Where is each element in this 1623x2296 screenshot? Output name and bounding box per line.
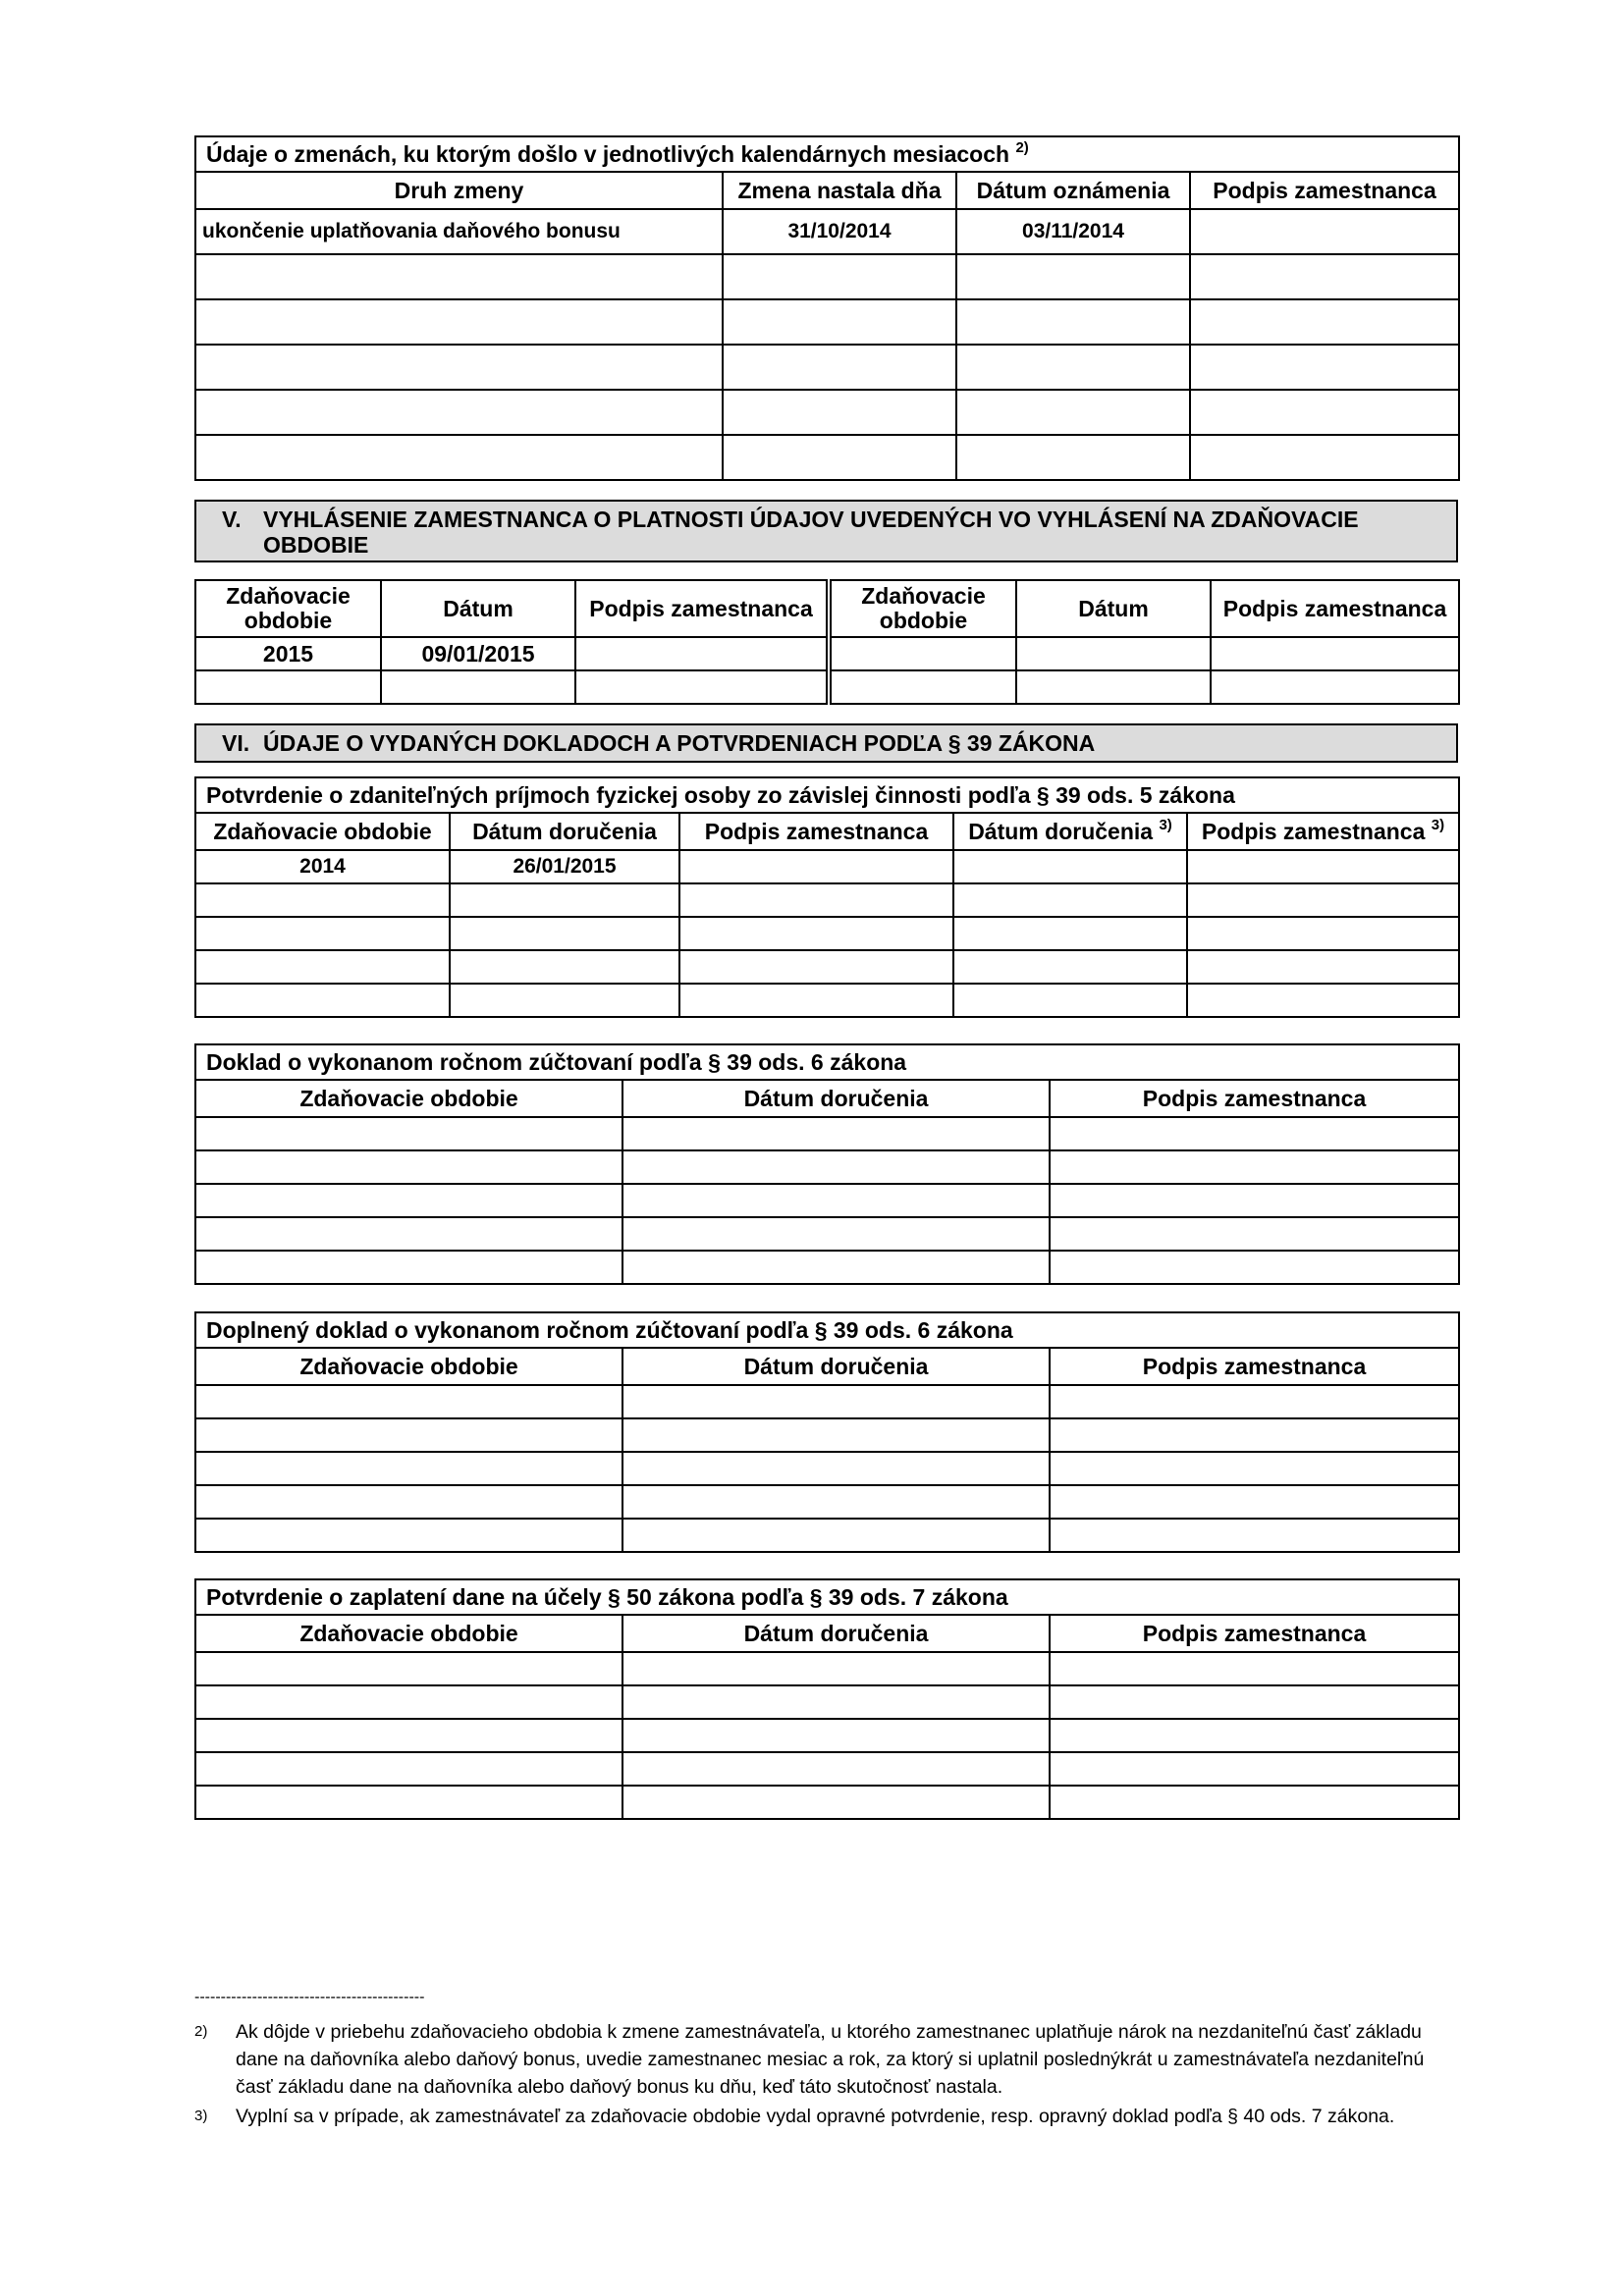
cell[interactable] (195, 345, 723, 390)
cell[interactable] (956, 299, 1190, 345)
table-row (195, 1184, 1459, 1217)
col-datum: Dátum (1016, 580, 1211, 637)
cell[interactable] (622, 1752, 1050, 1786)
footnote-mark: 3) (194, 2108, 208, 2124)
table-row (195, 1117, 1459, 1150)
table-row (195, 637, 827, 670)
cell[interactable] (622, 1117, 1050, 1150)
col-datum-dorucenia: Dátum doručenia (450, 813, 679, 850)
cell[interactable] (622, 1652, 1050, 1685)
cell[interactable] (1190, 345, 1459, 390)
table-row (195, 1652, 1459, 1685)
cell[interactable]: 2015 (195, 637, 381, 670)
section-title: VYHLÁSENIE ZAMESTNANCA O PLATNOSTI ÚDAJOV UVEDENÝCH VO VYHLÁSENÍ NA ZDAŇOVACIE (263, 507, 1359, 532)
section-number: VI. (222, 730, 250, 756)
cell[interactable] (195, 1385, 622, 1418)
cell[interactable] (831, 637, 1016, 670)
table-row (195, 950, 1459, 984)
cell[interactable] (195, 1652, 622, 1685)
table-row (195, 1418, 1459, 1452)
footnote-3 (194, 2103, 1458, 2130)
cell[interactable] (1187, 917, 1459, 950)
footnote-text: Ak dôjde v priebehu zdaňovacieho obdobia k zmene zamestnávateľa, u ktorého zamestnanec uplatňuje nárok na nezdaniteľnú časť základu dane na daňovníka alebo daňový bonus, uvedie zamestnanec mesiac a rok, za ktorý si uplatnil poslednýkrát u zamestnávateľa nezdaniteľnú časť základu dane na daňovníka alebo daňový bonus ku dňu, keď táto skutočnosť nastala. (236, 2021, 1425, 2098)
col-datum-dorucenia-opravne: Dátum doručenia $^{3)}$ (953, 813, 1187, 850)
cell[interactable] (1190, 209, 1459, 254)
cell[interactable] (1050, 1719, 1459, 1752)
cell[interactable] (1050, 1685, 1459, 1719)
cell[interactable] (195, 1752, 622, 1786)
col-zmena-nastala: Zmena nastala dňa (723, 172, 956, 209)
col-zdanovacie-obdobie: Zdaňovacie obdobie (195, 1348, 622, 1385)
cell[interactable]: 09/01/2015 (381, 637, 575, 670)
cell[interactable] (195, 390, 723, 435)
potvrdenie-title: Potvrdenie o zdaniteľných príjmoch fyzickej osoby zo závislej činnosti podľa § 39 ods. 5 zákona (195, 777, 1459, 813)
cell[interactable] (953, 984, 1187, 1017)
cell[interactable] (1211, 637, 1459, 670)
col-zdanovacie-obdobie: Zdaňovacie obdobie (195, 580, 381, 637)
cell[interactable]: 03/11/2014 (956, 209, 1190, 254)
cell[interactable] (723, 254, 956, 299)
cell[interactable]: ukončenie uplatňovania daňového bonusu (195, 209, 723, 254)
cell[interactable] (195, 1217, 622, 1251)
table-row (195, 1786, 1459, 1819)
cell[interactable] (195, 950, 450, 984)
cell[interactable] (622, 1452, 1050, 1485)
cell[interactable] (679, 950, 953, 984)
cell[interactable] (1050, 1150, 1459, 1184)
table-row (831, 670, 1459, 704)
cell[interactable] (1187, 850, 1459, 883)
col-podpis: Podpis zamestnanca (1190, 172, 1459, 209)
cell[interactable] (622, 1251, 1050, 1284)
cell[interactable] (195, 1251, 622, 1284)
col-podpis: Podpis zamestnanca (1211, 580, 1459, 637)
changes-title: Údaje o zmenách, ku ktorým došlo v jednotlivých kalendárnych mesiacoch $^{2)}$ (195, 136, 1459, 172)
table-row (195, 299, 1459, 345)
declaration-table-left (194, 579, 828, 705)
cell[interactable] (956, 345, 1190, 390)
cell[interactable] (1050, 1385, 1459, 1418)
col-datum-dorucenia: Dátum doručenia (622, 1615, 1050, 1652)
table-row (195, 390, 1459, 435)
table-row (195, 917, 1459, 950)
table-row (195, 1719, 1459, 1752)
table-row (195, 1217, 1459, 1251)
cell[interactable] (195, 1418, 622, 1452)
cell[interactable] (622, 1685, 1050, 1719)
col-datum-dorucenia: Dátum doručenia (622, 1348, 1050, 1385)
table-row (195, 1385, 1459, 1418)
cell[interactable] (953, 917, 1187, 950)
cell[interactable] (450, 917, 679, 950)
col-podpis-opravne: Podpis zamestnanca $^{3)}$ (1187, 813, 1459, 850)
col-podpis: Podpis zamestnanca (1050, 1348, 1459, 1385)
footnote-text: Vyplní sa v prípade, ak zamestnávateľ za zdaňovacie obdobie vydal opravné potvrdenie, resp. opravný doklad podľa § 40 ods. 7 zákona. (236, 2106, 1395, 2127)
col-podpis: Podpis zamestnanca (1050, 1080, 1459, 1117)
cell[interactable] (195, 1786, 622, 1819)
footnote-mark: 2) (194, 2023, 208, 2040)
cell[interactable] (1050, 1184, 1459, 1217)
doklad-title: Doklad o vykonanom ročnom zúčtovaní podľa § 39 ods. 6 zákona (195, 1044, 1459, 1080)
cell[interactable] (723, 390, 956, 435)
cell[interactable] (1187, 950, 1459, 984)
doplneny-title: Doplnený doklad o vykonanom ročnom zúčtovaní podľa § 39 ods. 6 zákona (195, 1312, 1459, 1348)
cell[interactable] (953, 883, 1187, 917)
table-row (195, 435, 1459, 480)
cell[interactable] (622, 1786, 1050, 1819)
cell[interactable] (622, 1418, 1050, 1452)
cell[interactable] (622, 1719, 1050, 1752)
cell[interactable] (622, 1485, 1050, 1519)
cell[interactable] (1050, 1452, 1459, 1485)
cell[interactable] (1050, 1485, 1459, 1519)
cell[interactable] (1190, 435, 1459, 480)
cell[interactable] (1050, 1786, 1459, 1819)
cell[interactable] (195, 984, 450, 1017)
cell[interactable] (1190, 299, 1459, 345)
cell[interactable] (195, 883, 450, 917)
table-row (195, 345, 1459, 390)
cell[interactable] (575, 670, 827, 704)
col-druh-zmeny: Druh zmeny (195, 172, 723, 209)
table-row (195, 1752, 1459, 1786)
cell[interactable] (622, 1150, 1050, 1184)
col-zdanovacie-obdobie: Zdaňovacie obdobie (195, 813, 450, 850)
cell[interactable]: 2014 (195, 850, 450, 883)
cell[interactable] (723, 345, 956, 390)
cell[interactable] (1016, 670, 1211, 704)
col-podpis: Podpis zamestnanca (1050, 1615, 1459, 1652)
cell[interactable] (953, 850, 1187, 883)
cell[interactable] (679, 917, 953, 950)
cell[interactable] (679, 984, 953, 1017)
cell[interactable] (956, 435, 1190, 480)
cell[interactable] (195, 1184, 622, 1217)
cell[interactable] (195, 435, 723, 480)
potvrdenie-table (194, 776, 1460, 1018)
zaplatenie-table (194, 1578, 1460, 1820)
section-number: V. (222, 507, 242, 532)
cell[interactable] (195, 1519, 622, 1552)
table-row (195, 850, 1459, 883)
table-row (195, 1150, 1459, 1184)
cell[interactable] (195, 1719, 622, 1752)
col-podpis: Podpis zamestnanca (679, 813, 953, 850)
cell[interactable] (1187, 984, 1459, 1017)
cell[interactable] (195, 917, 450, 950)
cell[interactable] (450, 883, 679, 917)
cell[interactable] (953, 950, 1187, 984)
col-zdanovacie-obdobie: Zdaňovacie obdobie (195, 1080, 622, 1117)
cell[interactable] (1187, 883, 1459, 917)
cell[interactable] (1211, 670, 1459, 704)
col-datum-oznamenia: Dátum oznámenia (956, 172, 1190, 209)
cell[interactable] (831, 670, 1016, 704)
cell[interactable] (622, 1184, 1050, 1217)
cell[interactable] (679, 850, 953, 883)
cell[interactable] (195, 254, 723, 299)
section-v-header (194, 500, 1458, 562)
section-vi-header (194, 723, 1458, 763)
table-row (195, 883, 1459, 917)
cell[interactable] (195, 1685, 622, 1719)
cell[interactable] (1190, 254, 1459, 299)
cell[interactable]: 31/10/2014 (723, 209, 956, 254)
footnote-separator: -------------------------------------------- (194, 1989, 425, 2005)
cell[interactable] (723, 299, 956, 345)
cell[interactable] (450, 950, 679, 984)
col-datum: Dátum (381, 580, 575, 637)
cell[interactable]: 26/01/2015 (450, 850, 679, 883)
table-row (195, 209, 1459, 254)
cell[interactable] (1050, 1251, 1459, 1284)
table-row (195, 1685, 1459, 1719)
cell[interactable] (195, 1452, 622, 1485)
table-row (195, 670, 827, 704)
cell[interactable] (1050, 1418, 1459, 1452)
cell[interactable] (723, 435, 956, 480)
declaration-table-right (830, 579, 1460, 705)
cell[interactable] (956, 390, 1190, 435)
cell[interactable] (1050, 1752, 1459, 1786)
doplneny-doklad-table (194, 1311, 1460, 1553)
cell[interactable] (679, 883, 953, 917)
table-row (195, 1251, 1459, 1284)
cell[interactable] (195, 1485, 622, 1519)
cell[interactable] (622, 1217, 1050, 1251)
section-title: ÚDAJE O VYDANÝCH DOKLADOCH A POTVRDENIACH PODĽA § 39 ZÁKONA (263, 730, 1096, 756)
cell[interactable] (450, 984, 679, 1017)
cell[interactable] (1016, 637, 1211, 670)
changes-table (194, 135, 1460, 481)
col-podpis: Podpis zamestnanca (575, 580, 827, 637)
table-row (195, 1519, 1459, 1552)
col-zdanovacie-obdobie: Zdaňovacie obdobie (831, 580, 1016, 637)
doklad-table (194, 1043, 1460, 1285)
footnote-2 (194, 2018, 1458, 2101)
table-row (195, 984, 1459, 1017)
cell[interactable] (195, 1117, 622, 1150)
cell[interactable] (1050, 1217, 1459, 1251)
cell[interactable] (381, 670, 575, 704)
cell[interactable] (622, 1385, 1050, 1418)
cell[interactable] (1050, 1117, 1459, 1150)
table-row (195, 254, 1459, 299)
table-row (195, 1452, 1459, 1485)
cell[interactable] (956, 254, 1190, 299)
section-title-line2: OBDOBIE (263, 532, 369, 558)
cell[interactable] (1050, 1652, 1459, 1685)
table-row (831, 637, 1459, 670)
cell[interactable] (195, 299, 723, 345)
zaplatenie-title: Potvrdenie o zaplatení dane na účely § 50 zákona podľa § 39 ods. 7 zákona (195, 1579, 1459, 1615)
cell[interactable] (1190, 390, 1459, 435)
cell[interactable] (195, 1150, 622, 1184)
col-zdanovacie-obdobie: Zdaňovacie obdobie (195, 1615, 622, 1652)
cell[interactable] (622, 1519, 1050, 1552)
cell[interactable] (1050, 1519, 1459, 1552)
cell[interactable] (195, 670, 381, 704)
table-row (195, 1485, 1459, 1519)
col-datum-dorucenia: Dátum doručenia (622, 1080, 1050, 1117)
cell[interactable] (575, 637, 827, 670)
